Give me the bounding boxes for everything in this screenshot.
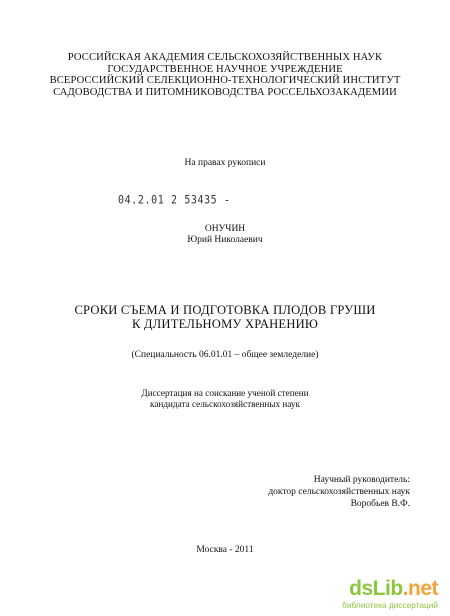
- specialty: (Специальность 06.01.01 – общее земледелие): [131, 350, 319, 360]
- library-stamp: 04.2.01 2 53435 -: [118, 194, 231, 207]
- author-surname: ОНУЧИН: [204, 224, 246, 234]
- organization-line: САДОВОДСТВА И ПИТОМНИКОВОДСТВА РОССЕЛЬХОЗАКАДЕМИИ: [53, 86, 397, 98]
- organization-header: [0, 52, 450, 98]
- degree-line: кандидата сельскохозяйственных наук: [150, 399, 300, 409]
- city-year: Москва - 2011: [196, 545, 254, 555]
- organization-line: РОССИЙСКАЯ АКАДЕМИЯ СЕЛЬСКОХОЗЯЙСТВЕННЫХ НАУК: [67, 52, 383, 63]
- author-name: Юрий Николаевич: [187, 235, 263, 245]
- degree-line: Диссертация на соискание ученой степени: [141, 388, 309, 398]
- organization-line: ГОСУДАРСТВЕННОЕ НАУЧНОЕ УЧРЕЖДЕНИЕ: [107, 63, 343, 75]
- supervisor-block: [268, 474, 410, 510]
- dslib-logo: [338, 578, 438, 600]
- dslib-watermark: [338, 578, 438, 610]
- title-line: СРОКИ СЪЕМА И ПОДГОТОВКА ПЛОДОВ ГРУШИ: [74, 303, 376, 317]
- logo-part-main: dsLib: [349, 577, 403, 600]
- dissertation-title: [0, 303, 450, 331]
- author-block: [0, 224, 450, 246]
- logo-part-domain: .net: [402, 577, 438, 600]
- watermark-subtitle: библиотека диссертаций: [342, 600, 438, 610]
- organization-line: ВСЕРОССИЙСКИЙ СЕЛЕКЦИОННО-ТЕХНОЛОГИЧЕСКИЙ ИНСТИТУТ: [49, 75, 401, 86]
- supervisor-name: Воробьев В.Ф.: [350, 499, 410, 509]
- rights-notice: На правах рукописи: [184, 158, 266, 168]
- supervisor-role: Научный руководитель:: [313, 475, 410, 485]
- degree-statement: [0, 388, 450, 410]
- supervisor-degree: доктор сельскохозяйственных наук: [268, 487, 410, 497]
- title-line: К ДЛИТЕЛЬНОМУ ХРАНЕНИЮ: [131, 317, 319, 331]
